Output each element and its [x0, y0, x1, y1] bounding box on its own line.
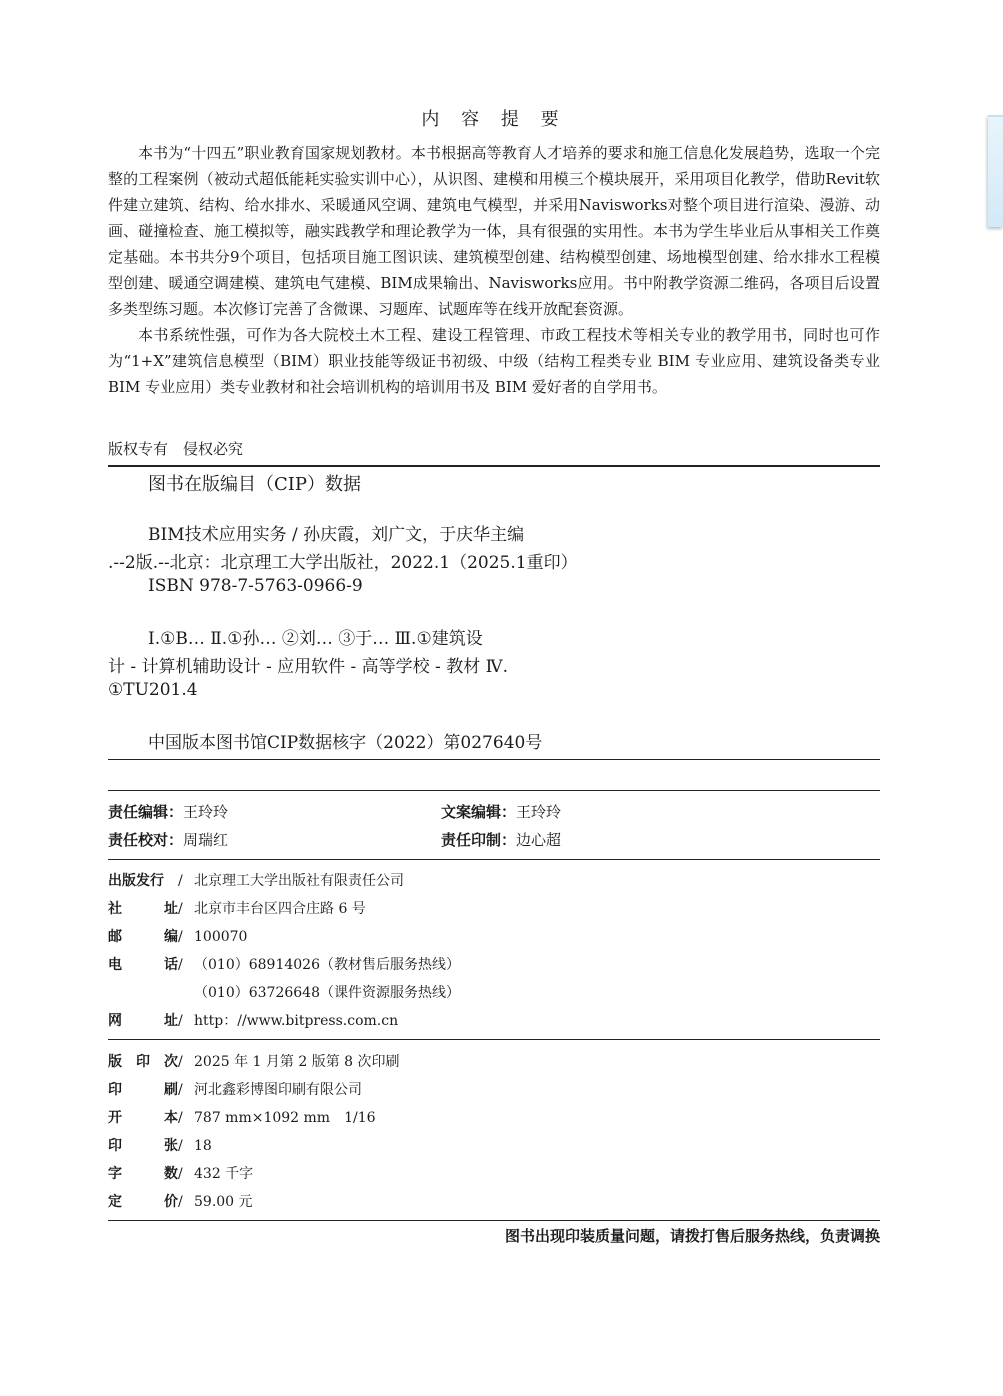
- info-row: [108, 1104, 880, 1132]
- info-separator: /: [178, 1110, 183, 1126]
- credit-value: 边心超: [516, 831, 562, 849]
- info-separator: /: [178, 929, 183, 945]
- info-label: 开 本: [108, 1110, 178, 1126]
- credits-block: [108, 798, 880, 854]
- info-row: [108, 951, 880, 979]
- info-value: 432 千字: [194, 1166, 254, 1182]
- credit-label: 责任校对：: [108, 831, 184, 849]
- cip-line: ①TU201.4: [108, 680, 198, 700]
- info-separator: /: [178, 1138, 183, 1154]
- info-label: 电 话: [108, 957, 178, 973]
- info-value: （010）63726648（课件资源服务热线）: [194, 985, 460, 1001]
- cip-line: BIM技术应用实务 / 孙庆霞，刘广文，于庆华主编: [148, 525, 525, 545]
- divider: [108, 465, 880, 467]
- divider: [108, 859, 880, 860]
- info-value: 河北鑫彩博图印刷有限公司: [194, 1082, 362, 1098]
- credit-row: [108, 798, 880, 826]
- info-row: [108, 1160, 880, 1188]
- credit-label: 责任印制：: [441, 831, 517, 849]
- info-label: 社 址: [108, 901, 178, 917]
- credit-label: 责任编辑：: [108, 803, 184, 821]
- summary-title: 内 容 提 要: [421, 109, 567, 130]
- info-row: [108, 979, 880, 1007]
- info-separator: /: [178, 1082, 183, 1098]
- divider: [108, 1039, 880, 1040]
- info-value: 100070: [194, 929, 248, 945]
- info-value: 18: [194, 1138, 212, 1154]
- info-separator: /: [178, 873, 183, 889]
- info-row: [108, 1007, 880, 1035]
- page-edge-tab: [988, 115, 1003, 227]
- publisher-block: [108, 867, 880, 1035]
- info-row: [108, 867, 880, 895]
- credit-label: 文案编辑：: [441, 803, 517, 821]
- credit-value: 周瑞红: [183, 831, 229, 849]
- info-label: 印 张: [108, 1138, 178, 1154]
- info-label: 字 数: [108, 1166, 178, 1182]
- summary-body: [108, 140, 880, 400]
- info-row: [108, 923, 880, 951]
- info-value: 787 mm×1092 mm 1/16: [194, 1110, 376, 1126]
- divider: [108, 1220, 880, 1221]
- info-separator: /: [178, 957, 183, 973]
- printing-block: [108, 1048, 880, 1216]
- divider: [108, 790, 880, 791]
- info-label: 邮 编: [108, 929, 178, 945]
- info-row: [108, 1076, 880, 1104]
- cip-line: Ⅰ.①B… Ⅱ.①孙… ②刘… ③于… Ⅲ.①建筑设: [148, 629, 483, 649]
- info-value: 北京理工大学出版社有限责任公司: [194, 873, 404, 889]
- summary-paragraph-2: 本书系统性强，可作为各大院校土木工程、建设工程管理、市政工程技术等相关专业的教学用书，同时也可作为“1+X”建筑信息模型（BIM）职业技能等级证书初级、中级（结构工程类专业 BIM 专业应用、建筑设备类专业 BIM 专业应用）类专业教材和社会培训机构的培训用书及 BIM 爱好者的自学用书。: [108, 326, 880, 396]
- quality-notice: 图书出现印装质量问题，请拨打售后服务热线，负责调换: [504, 1227, 880, 1245]
- cip-title: 图书在版编目（CIP）数据: [148, 474, 361, 495]
- credit-value: 王玲玲: [516, 803, 562, 821]
- cip-line: .--2版.--北京：北京理工大学出版社，2022.1（2025.1重印）: [108, 553, 578, 573]
- summary-paragraph-1: 本书为“十四五”职业教育国家规划教材。本书根据高等教育人才培养的要求和施工信息化发展趋势，选取一个完整的工程案例（被动式超低能耗实验实训中心），从识图、建模和用模三个模块展开，采用项目化教学，借助Revit软件建立建筑、结构、给水排水、采暖通风空调、建筑电气模型，并采用Navisworks对整个项目进行渲染、漫游、动画、碰撞检查、施工模拟等，融实践教学和理论教学为一体，具有很强的实用性。本书为学生毕业后从事相关工作奠定基础。本书共分9个项目，包括项目施工图识读、建筑模型创建、结构模型创建、场地模型创建、给水排水工程模型创建、暖通空调建模、建筑电气建模、BIM成果输出、Navisworks应用。书中附教学资源二维码，各项目后设置多类型练习题。本次修订完善了含微课、习题库、试题库等在线开放配套资源。: [108, 144, 880, 318]
- cip-line: 中国版本图书馆CIP数据核字（2022）第027640号: [148, 733, 543, 753]
- info-separator: /: [178, 1013, 183, 1029]
- credit-value: 王玲玲: [183, 803, 229, 821]
- info-separator: /: [178, 1166, 183, 1182]
- info-label: 出版发行: [108, 873, 164, 889]
- info-value: 2025 年 1 月第 2 版第 8 次印刷: [194, 1054, 400, 1070]
- cip-line: ISBN 978-7-5763-0966-9: [148, 576, 363, 596]
- info-value: （010）68914026（教材售后服务热线）: [194, 957, 460, 973]
- website-value: http：//www.bitpress.com.cn: [194, 1013, 399, 1029]
- info-row: [108, 895, 880, 923]
- info-row: [108, 1132, 880, 1160]
- info-separator: /: [178, 1194, 183, 1210]
- credit-row: [108, 826, 880, 854]
- divider: [108, 759, 880, 760]
- info-label: 印 刷: [108, 1082, 178, 1098]
- info-label: 版 印 次: [108, 1054, 178, 1070]
- cip-line: 计 - 计算机辅助设计 - 应用软件 - 高等学校 - 教材 Ⅳ.: [108, 657, 508, 677]
- info-row: [108, 1048, 880, 1076]
- info-label: 网 址: [108, 1013, 178, 1029]
- info-separator: /: [178, 1054, 183, 1070]
- info-separator: /: [178, 901, 183, 917]
- info-value: 北京市丰台区四合庄路 6 号: [194, 901, 366, 917]
- copyright-notice: 版权专有 侵权必究: [108, 440, 244, 458]
- info-label: 定 价: [108, 1194, 178, 1210]
- info-row: [108, 1188, 880, 1216]
- info-value: 59.00 元: [194, 1194, 253, 1210]
